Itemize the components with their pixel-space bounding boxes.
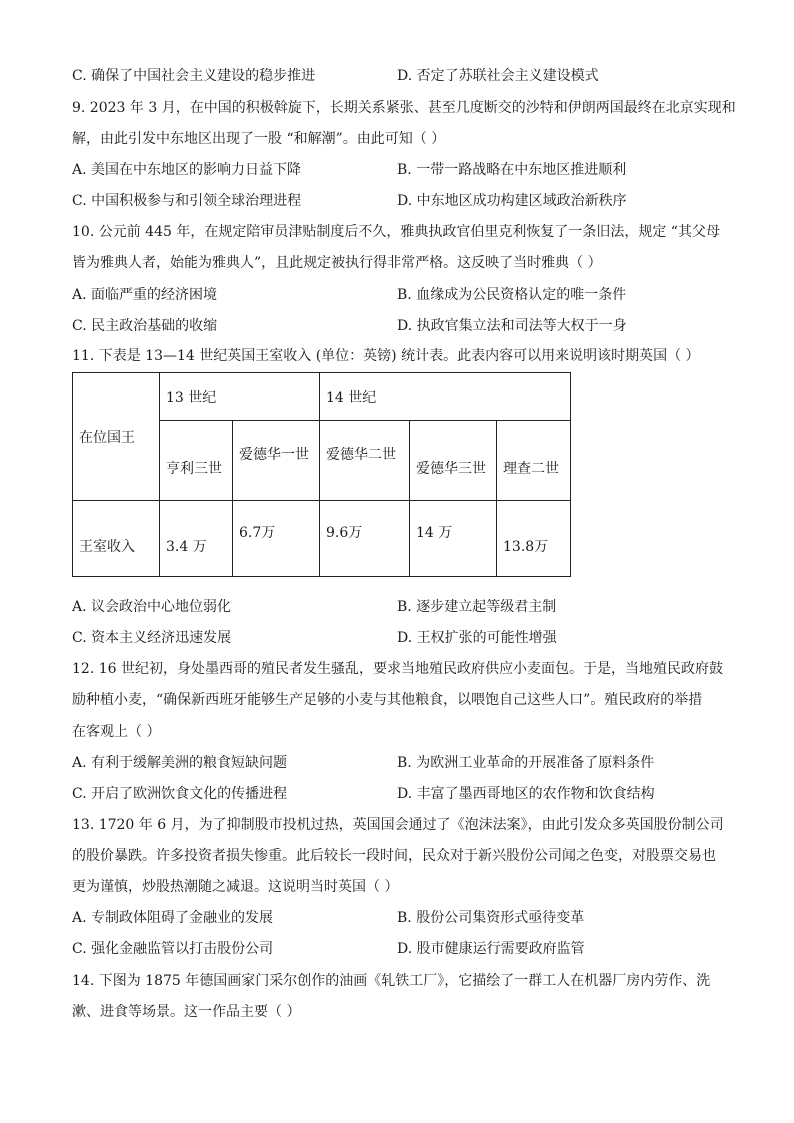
q9-option-a: A. 美国在中东地区的影响力日益下降 [72, 162, 302, 178]
q11-option-d: D. 王权扩张的可能性增强 [397, 630, 557, 646]
q9-stem-line-1: 9. 2023 年 3 月，在中国的积极斡旋下，长期关系紧张、甚至几度断交的沙特和伊朗两国最终在北京实现和 [72, 100, 736, 116]
royal-revenue-table [72, 372, 571, 577]
q14-stem-line-2: 漱、进食等场景。这一作品主要（ ） [72, 1004, 301, 1020]
q13-option-b: B. 股份公司集资形式亟待变革 [397, 910, 585, 926]
q9-option-c: C. 中国积极参与和引领全球治理进程 [72, 193, 302, 209]
century-14-header: 14 世纪 [320, 373, 571, 421]
q10-option-d: D. 执政官集立法和司法等大权于一身 [397, 318, 627, 334]
q12-option-b: B. 为欧洲工业革命的开展准备了原料条件 [397, 755, 655, 771]
income-cell: 14 万 [410, 501, 497, 577]
q13-stem-line-1: 13. 1720 年 6 月，为了抑制股市投机过热，英国国会通过了《泡沫法案》，由此引发众多英国股份制公司 [72, 817, 724, 833]
income-cell: 6.7万 [233, 501, 320, 577]
q13-stem-line-2: 的股价暴跌。许多投资者损失惨重。此后较长一段时间，民众对于新兴股份公司闻之色变，对股票交易也 [72, 848, 716, 864]
king-cell: 爱德华二世 [320, 421, 410, 501]
income-cell: 13.8万 [497, 501, 571, 577]
table-row [73, 373, 571, 421]
q13-option-c: C. 强化金融监管以打击股份公司 [72, 941, 274, 957]
q13-stem-line-3: 更为谨慎，炒股热潮随之减退。这说明当时英国（ ） [72, 879, 399, 895]
q9-option-d: D. 中东地区成功构建区域政治新秩序 [397, 193, 627, 209]
table-row [73, 501, 571, 577]
king-cell: 理查二世 [497, 421, 571, 501]
q11-option-b: B. 逐步建立起等级君主制 [397, 599, 557, 615]
q13-option-a: A. 专制政体阻碍了金融业的发展 [72, 910, 274, 926]
q8-option-d: D. 否定了苏联社会主义建设模式 [397, 68, 599, 84]
q10-option-c: C. 民主政治基础的收缩 [72, 318, 218, 334]
income-cell: 3.4 万 [160, 501, 233, 577]
q14-stem-line-1: 14. 下图为 1875 年德国画家门采尔创作的油画《轧铁工厂》，它描绘了一群工人在机器厂房内劳作、洗 [72, 973, 711, 989]
income-cell: 9.6万 [320, 501, 410, 577]
q12-stem-line-2: 励种植小麦，“确保新西班牙能够生产足够的小麦与其他粮食，以喂饱自己这些人口”。殖民政府的举措 [72, 692, 703, 708]
q13-option-d: D. 股市健康运行需要政府监管 [397, 941, 585, 957]
king-cell: 亨利三世 [160, 421, 233, 501]
row-header-king: 在位国王 [73, 373, 160, 501]
century-13-header: 13 世纪 [160, 373, 320, 421]
q12-option-c: C. 开启了欧洲饮食文化的传播进程 [72, 786, 288, 802]
q10-stem-line-2: 皆为雅典人者，始能为雅典人”，且此规定被执行得非常严格。这反映了当时雅典（ ） [72, 255, 602, 271]
q10-option-b: B. 血缘成为公民资格认定的唯一条件 [397, 287, 627, 303]
q8-option-c: C. 确保了中国社会主义建设的稳步推进 [72, 68, 316, 84]
king-cell: 爱德华三世 [410, 421, 497, 501]
q11-option-c: C. 资本主义经济迅速发展 [72, 630, 232, 646]
q9-stem-line-2: 解，由此引发中东地区出现了一股 “和解潮”。由此可知（ ） [72, 131, 446, 147]
q11-option-a: A. 议会政治中心地位弱化 [72, 599, 232, 615]
king-cell: 爱德华一世 [233, 421, 320, 501]
q12-stem-line-3: 在客观上（ ） [72, 724, 161, 740]
q10-option-a: A. 面临严重的经济困境 [72, 287, 218, 303]
q10-stem-line-1: 10. 公元前 445 年，在规定陪审员津贴制度后不久，雅典执政官伯里克利恢复了一条旧法，规定 “其父母 [72, 224, 720, 240]
q12-option-a: A. 有利于缓解美洲的粮食短缺问题 [72, 755, 288, 771]
q11-stem: 11. 下表是 13—14 世纪英国王室收入 (单位：英镑) 统计表。此表内容可以用来说明该时期英国（ ） [72, 348, 700, 364]
q9-option-b: B. 一带一路战略在中东地区推进顺利 [397, 162, 627, 178]
q12-stem-line-1: 12. 16 世纪初，身处墨西哥的殖民者发生骚乱，要求当地殖民政府供应小麦面包。于是，当地殖民政府鼓 [72, 661, 723, 677]
q12-option-d: D. 丰富了墨西哥地区的农作物和饮食结构 [397, 786, 655, 802]
row-header-income: 王室收入 [73, 501, 160, 577]
